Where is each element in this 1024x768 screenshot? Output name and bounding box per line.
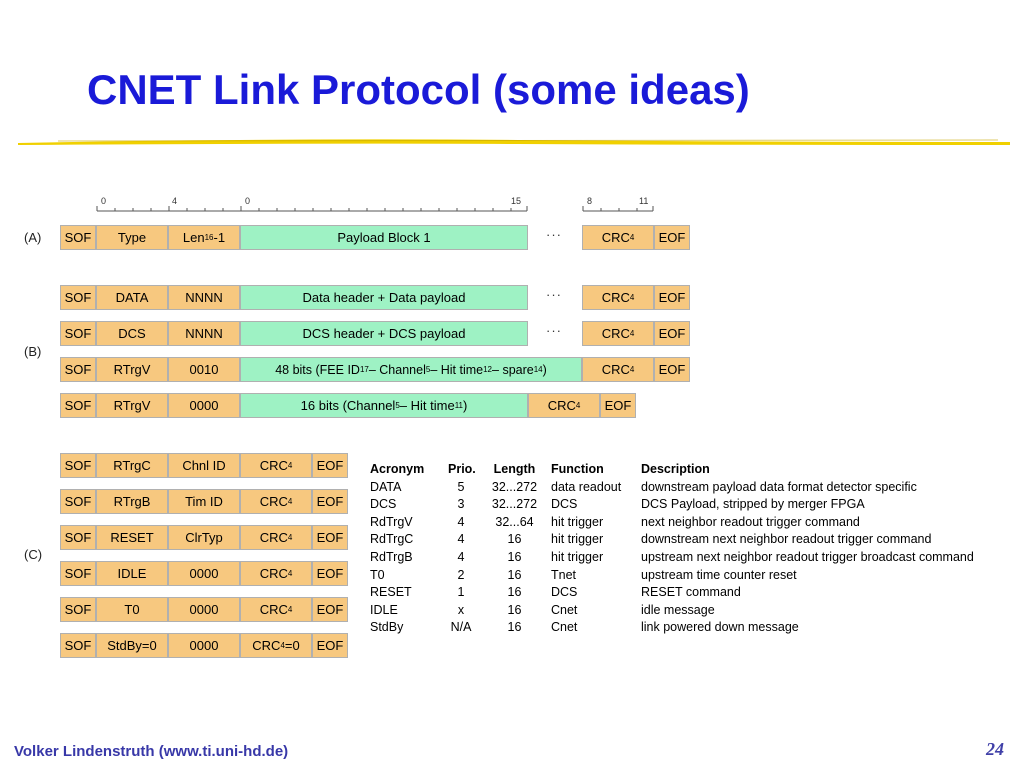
bit-ruler: [0, 195, 700, 217]
eof-cell: EOF: [600, 393, 636, 418]
cell-length: 16: [507, 620, 522, 635]
field-cell: Tim ID: [168, 489, 240, 514]
cell-description: next neighbor readout trigger command: [641, 514, 860, 529]
length-cell: Len 16 -1: [168, 225, 240, 250]
eof-cell: EOF: [312, 525, 348, 550]
length-cell: NNNN: [168, 321, 240, 346]
field-cell: 0000: [168, 597, 240, 622]
cell-function: DCS: [551, 585, 578, 600]
eof-cell: EOF: [654, 357, 690, 382]
length-cell: 0000: [168, 393, 240, 418]
cell-prio: 2: [457, 567, 465, 582]
cell-prio: N/A: [450, 620, 472, 635]
sof-cell: SOF: [60, 525, 96, 550]
sof-cell: SOF: [60, 489, 96, 514]
cell-prio: 4: [457, 532, 465, 547]
header-prio: Prio.: [448, 462, 476, 476]
cell-acronym: StdBy: [370, 620, 404, 635]
cell-acronym: RdTrgV: [370, 514, 413, 529]
crc-cell: CRC 4: [240, 597, 312, 622]
cell-length: 32...64: [495, 514, 534, 529]
cell-acronym: T0: [370, 567, 385, 582]
cell-function: hit trigger: [551, 514, 604, 529]
field-cell: Chnl ID: [168, 453, 240, 478]
ellipsis: ···: [546, 323, 562, 338]
type-cell: DCS: [96, 321, 168, 346]
eof-cell: EOF: [312, 561, 348, 586]
eof-cell: EOF: [312, 453, 348, 478]
payload-cell: Payload Block 1: [240, 225, 528, 250]
header-description: Description: [641, 462, 710, 476]
crc-cell: CRC 4: [528, 393, 600, 418]
sof-cell: SOF: [60, 357, 96, 382]
group-label-b: (B): [24, 344, 42, 359]
eof-cell: EOF: [654, 321, 690, 346]
cell-length: 16: [507, 602, 522, 617]
header-acronym: Acronym: [370, 462, 425, 476]
sof-cell: SOF: [60, 321, 96, 346]
cell-description: downstream next neighbor readout trigger command: [641, 532, 932, 547]
cell-prio: x: [457, 602, 465, 617]
crc-cell: CRC 4 =0: [240, 633, 312, 658]
payload-cell: 16 bits (Channel 5 – Hit time 11 ): [240, 393, 528, 418]
field-cell: 0000: [168, 561, 240, 586]
cell-acronym: RESET: [370, 585, 412, 600]
eof-cell: EOF: [312, 597, 348, 622]
ruler-label: 8: [587, 196, 593, 206]
crc-cell: CRC 4: [582, 357, 654, 382]
cell-function: Tnet: [551, 567, 577, 582]
type-cell: IDLE: [96, 561, 168, 586]
cell-prio: 3: [457, 497, 465, 512]
field-cell: 0000: [168, 633, 240, 658]
cell-description: DCS Payload, stripped by merger FPGA: [641, 497, 865, 512]
cell-prio: 4: [457, 514, 465, 529]
payload-cell: Data header + Data payload: [240, 285, 528, 310]
cell-description: upstream next neighbor readout trigger broadcast command: [641, 549, 974, 564]
cell-length: 32...272: [491, 479, 538, 494]
sof-cell: SOF: [60, 561, 96, 586]
cell-description: upstream time counter reset: [641, 567, 797, 582]
sof-cell: SOF: [60, 285, 96, 310]
payload-cell: DCS header + DCS payload: [240, 321, 528, 346]
crc-cell: CRC 4: [240, 489, 312, 514]
eof-cell: EOF: [654, 225, 690, 250]
cell-length: 16: [507, 532, 522, 547]
type-cell: RTrgB: [96, 489, 168, 514]
slide-title: CNET Link Protocol (some ideas): [87, 66, 750, 113]
cell-length: 16: [507, 549, 522, 564]
cell-prio: 5: [457, 479, 465, 494]
header-function: Function: [551, 462, 604, 476]
cell-acronym: RdTrgB: [370, 549, 413, 564]
eof-cell: EOF: [312, 489, 348, 514]
cell-acronym: DATA: [370, 479, 402, 494]
type-cell: RTrgV: [96, 357, 168, 382]
cell-function: hit trigger: [551, 549, 604, 564]
type-cell: T0: [96, 597, 168, 622]
ruler-label: 0: [245, 196, 251, 206]
length-cell: NNNN: [168, 285, 240, 310]
eof-cell: EOF: [654, 285, 690, 310]
cell-length: 32...272: [491, 497, 538, 512]
cell-description: link powered down message: [641, 620, 799, 635]
crc-cell: CRC 4: [240, 453, 312, 478]
cell-function: Cnet: [551, 602, 578, 617]
sof-cell: SOF: [60, 453, 96, 478]
sof-cell: SOF: [60, 633, 96, 658]
cell-prio: 4: [457, 549, 465, 564]
type-cell: RTrgV: [96, 393, 168, 418]
type-cell: RESET: [96, 525, 168, 550]
type-cell: DATA: [96, 285, 168, 310]
cell-description: idle message: [641, 602, 715, 617]
header-length: Length: [493, 462, 536, 476]
cell-function: Cnet: [551, 620, 578, 635]
sof-cell: SOF: [60, 225, 96, 250]
crc-cell: CRC 4: [240, 561, 312, 586]
eof-cell: EOF: [312, 633, 348, 658]
title-underline: [18, 130, 1010, 154]
page-number: 24: [986, 739, 1004, 759]
crc-cell: CRC 4: [582, 285, 654, 310]
payload-cell: 48 bits (FEE ID 17 – Channel 5 – Hit time 12 – spare 14 ): [240, 357, 582, 382]
cell-acronym: IDLE: [370, 602, 398, 617]
ellipsis: ···: [546, 227, 562, 242]
cell-acronym: RdTrgC: [370, 532, 414, 547]
group-label-c: (C): [24, 547, 43, 562]
ruler-label: 15: [511, 196, 522, 206]
cell-prio: 1: [457, 585, 465, 600]
type-cell: RTrgC: [96, 453, 168, 478]
cell-acronym: DCS: [370, 497, 397, 512]
type-cell: StdBy=0: [96, 633, 168, 658]
group-label-a: (A): [24, 230, 42, 245]
sof-cell: SOF: [60, 597, 96, 622]
crc-cell: CRC 4: [240, 525, 312, 550]
footer-author: Volker Lindenstruth (www.ti.uni-hd.de): [14, 743, 289, 760]
cell-function: hit trigger: [551, 532, 604, 547]
type-cell: Type: [96, 225, 168, 250]
cell-description: RESET command: [641, 585, 741, 600]
cell-function: DCS: [551, 497, 578, 512]
length-cell: 0010: [168, 357, 240, 382]
cell-length: 16: [507, 567, 522, 582]
ruler-label: 11: [639, 196, 649, 206]
cell-function: data readout: [551, 479, 622, 494]
crc-cell: CRC 4: [582, 321, 654, 346]
sof-cell: SOF: [60, 393, 96, 418]
crc-cell: CRC 4: [582, 225, 654, 250]
cell-length: 16: [507, 585, 522, 600]
field-cell: ClrTyp: [168, 525, 240, 550]
ruler-label: 4: [172, 196, 178, 206]
cell-description: downstream payload data format detector specific: [641, 479, 917, 494]
ellipsis: ···: [546, 287, 562, 302]
ruler-label: 0: [101, 196, 107, 206]
